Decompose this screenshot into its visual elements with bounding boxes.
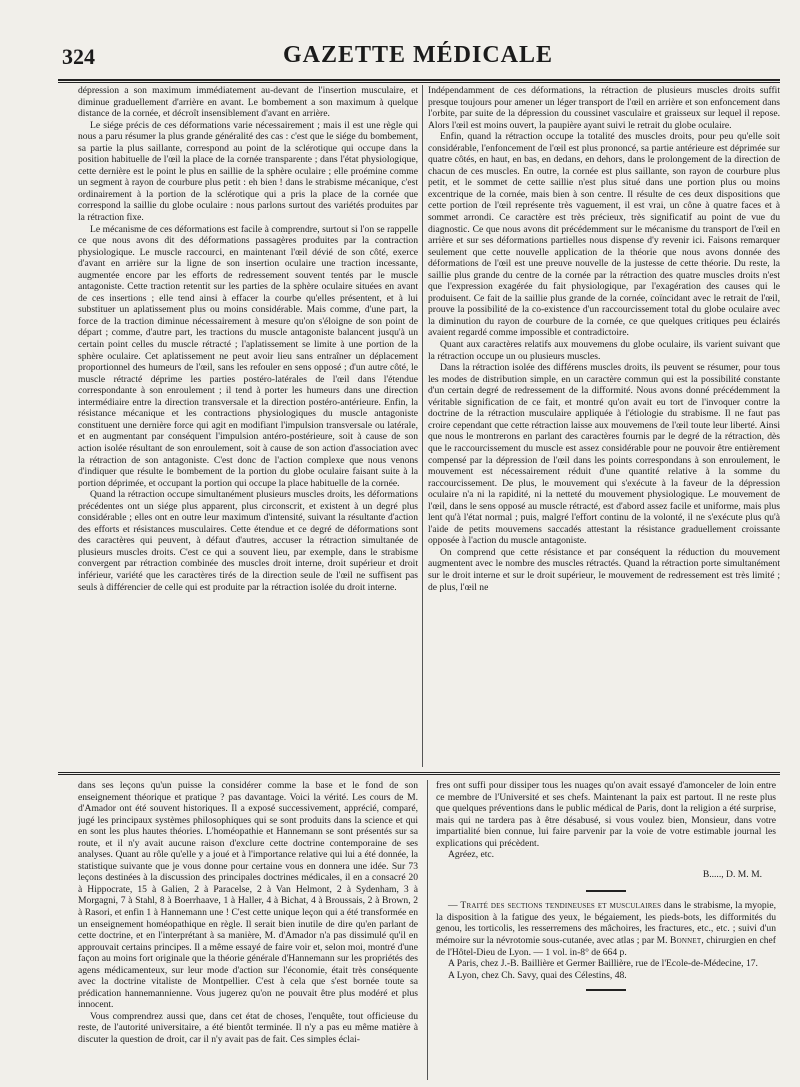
book-notice-body: dans le strabisme, la myopie, la disposition à la fatigue des yeux, le bégaiement, les pieds-bots, les difformités du genou, les torticolis, les resserremens des mâchoires, les fractures, etc., etc. ; suivi d'un mémoire sur la névrotomie sous-cutanée, avec atlas ; par M. [436, 900, 776, 947]
publisher-lyon: A Lyon, chez Ch. Savy, quai des Célestins, 48. [448, 969, 627, 981]
page-header [58, 34, 778, 78]
paragraph: dans ses leçons qu'un puisse la considérer comme la base et le fond de son enseignement théorique et pratique ? pas davantage. Voici la vérité. Les cours de M. d'Amador ont été souvent historiques. Il a exposé successivement, apprécié, comparé, jugé les principaux systèmes philosophiques qui se sont produits dans la science et qui en sont les plus hautes théories. L'homéopathie et Hannemann se sont présentés sur sa route, et il n'y avait aucune raison d'exclure cette doctrine contemporaine de ses analyses. Quant au rôle qu'elle y a joué et à l'importance relative qui lui a été donnée, la statistique suivante que je vous donne pour certaine vous en donnera une idée. Sur 73 leçons destinées à la discussion des principales doctrines médicales, il en a consacré 20 à Hippocrate, 15 à Galien, 2 à Paracelse, 2 à Van Helmont, 2 à Sydenham, 3 à Morgagni, 7 à Stahl, 8 à Boerrhaave, 1 à Haller, 4 à Bichat, 4 à Broussais, 2 à Brown, 2 à Rasori, et enfin 1 à Hannemann une ! C'est cette unique leçon qui a été transformée en un enseignement homéopathique en règle. Il serait bien inutile de dire qu'en parlant de cette doctrine, et en l'interprétant à sa manière, M. d'Amador n'a pas dissimulé qu'il en approuvait certains principes. Il a même essayé de faire voir et, selon moi, montré d'une façon au moins fort originale que la théorie générale d'Hannemann sur les propriétés des agens médicamenteux, sur leur mode d'action sur l'économie, était très conséquente avec la doctrine vitaliste de Montpellier. C'est à cela que s'est bornée toute sa prédication hannemannienne. Vous jugerez qu'on ne pouvait être plus modéré et plus innocent. [78, 780, 418, 1011]
paragraph: Indépendamment de ces déformations, la rétraction de plusieurs muscles droits suffit presque toujours pour amener un léger transport de l'œil en arrière et son enfoncement dans l'orbite, par suite de la dépression du coussinet vasculaire et graisseux sur lequel il repose. Alors l'œil est moins ouvert, la paupière ayant suivi le retrait du globe oculaire. [428, 85, 780, 131]
separator-rule [586, 989, 626, 991]
signature: B....., D. M. M. [702, 868, 762, 880]
separator-rule [586, 890, 626, 892]
publisher-paris: A Paris, chez J.-B. Baillière et Germer Baillière, rue de l'Ecole-de-Médecine, 17. [448, 958, 758, 970]
article-column-left [78, 85, 418, 767]
paragraph: Quand la rétraction occupe simultanément plusieurs muscles droits, les déformations précédentes ont un siége plus apparent, plus circonscrit, et existent à un degré plus considérable ; elles ont en outre leur maximum d'intensité, suivant la résultante d'action des efforts et résistances musculaires. Cette étendue et ce degré de déformations sont des caractères qui peuvent, à défaut d'autres, accuser la rétraction simultanée de plusieurs muscles droits. C'est ce qui a souvent lieu, par exemple, dans le strabisme convergent par rétraction combinée des muscles droit interne, droit supérieur et droit inférieur, variété que les caractères tirés de la direction seule de l'œil ne suffisent pas seuls à différencier de celle qui est produite par la rétraction isolée du droit interne. [78, 489, 418, 593]
article-column-right [428, 85, 780, 767]
paragraph: Dans la rétraction isolée des différens muscles droits, ils peuvent se résumer, pour tous les modes de distribution simple, en un caractère commun qui est la possibilité constante d'un certain degré de redressement de la difformité. Nous avons donné précédemment la véritable signification de ce fait, et montré qu'on avait eu tort de l'invoquer contre la doctrine de la rétraction musculaire appliquée à l'étiologie du strabisme. Il ne faut pas croire cependant que cette rétraction laisse aux mouvemens de l'œil toute leur liberté. Ainsi que nous le montrerons en parlant des caractères fournis par le degré de la rétraction, dès que le raccourcissement du muscle est assez considérable pour ne pouvoir être entièrement compensé par la dépression de l'œil dans les points correspondans à son enroulement, le mouvement est nécessairement réduit d'une quantité relative à la somme du raccourcissement. De plus, le mouvement qui s'exécute à la faveur de la dépression oculaire n'a ni la rapidité, ni la netteté du mouvement physiologique. Le mouvement de l'œil, dans le sens opposé au muscle rétracté, est d'abord assez facile et uniforme, mais plus lent qu'à l'état normal ; puis, malgré l'effort continu de la volonté, il ne s'exécute plus qu'à l'aide de petits mouvemens saccadés attestant la résistance graduellement croissante opposée à l'action du muscle antagoniste. [428, 362, 780, 547]
paragraph: Vous comprendrez aussi que, dans cet état de choses, l'enquête, tout officieuse du reste, de l'autorité universitaire, a été bientôt terminée. Il n'y a pas eu même matière à discuter la question de droit, car il n'y avait pas de fait. Ces simples éclai- [78, 1010, 418, 1046]
column-divider [427, 780, 428, 1080]
book-notice-title: — Traité des sections tendineuses et musculaires [448, 900, 662, 912]
book-notice-end: , chirurgien en chef de l'Hôtel-Dieu de Lyon. — 1 vol. in-8° de 664 p. [436, 935, 776, 958]
book-notice-author: Bonnet [670, 935, 702, 947]
paragraph: fres ont suffi pour dissiper tous les nuages qu'on avait essayé d'amonceler de loin entre ce membre de l'Université et ses chefs. Maintenant la paix est partout. Il ne reste plus que quelques préventions dans le public médical de Paris, dont la religion a été surprise, mais qui ne tardera pas à être désabusé, si vous voulez bien, Monsieur, dans votre impartialité bien connue, lui faire parvenir par la voie de votre estimable journal les explications qui précèdent. [436, 780, 776, 849]
paragraph: dépression a son maximum immédiatement au-devant de l'insertion musculaire, et diminue graduellement d'arrière en avant. Le bombement a son maximum à quelque distance de la cornée, et décroît insensiblement d'avant en arrière. [78, 85, 418, 120]
paragraph: Le siége précis de ces déformations varie nécessairement ; mais il est une règle qui nous a paru résumer la plus grande généralité des cas : c'est que le siége du bombement, sa partie la plus saillante, correspond au point de la sclérotique qui occupe dans la position habituelle de l'œil la place de la cornée transparente ; dans l'état physiologique, cette dernière est le point le plus en saillie de la sphère oculaire ; elle proémine comme un segment à rayon de courbure plus petit : eh bien ! dans le strabisme mécanique, c'est ordinairement à la portion de la sclérotique qui a pris la place de la cornée que correspond la saillie du globe oculaire : nous parlons surtout des variétés produites par la rétraction fixe. [78, 119, 418, 224]
paragraph: Enfin, quand la rétraction occupe la totalité des muscles droits, pour peu qu'elle soit considérable, l'enfoncement de l'œil est plus prononcé, sa partie antérieure est déprimée sur quatre côtés, en haut, en bas, en dedans, en dehors, dans le prolongement de la direction de chacun de ces muscles. En outre, la cornée est plus saillante, son rayon de courbure plus petit, et le sommet de cette saillie n'est plus situé dans une portion plus ou moins excentrique de la cornée, mais bien à son centre. Il résulte de ces deux dispositions que cette portion de l'œil représente très vaguement, il est vrai, un cône à quatre faces et à sommet arrondi. Ce caractère est très précieux, très significatif au point de vue du diagnostic. Ce que nous avons dit précédemment sur le mécanisme du transport de l'œil en arrière et sur ses déformations partielles nous dispense d'y revenir ici. Faisons remarquer seulement que cette nouvelle application de la théorie que nous avons donnée des déformations de l'œil est une preuve nouvelle de la justesse de cette théorie. Du reste, la saillie plus grande du centre de la cornée par la rétraction des quatre muscles droits n'est que l'expression exagérée du fait physiologique, par l'exagération des causes qui le produisent. Ce fait de la saillie plus grande de la cornée, coïncidant avec le retrait de l'œil, prouve la possibilité de la co-existence d'un raccourcissement total du globe oculaire avec la diminution du rayon de courbure de la cornée, ce que quelques critiques peu éclairés avaient regardé comme impossible et contradictoire. [428, 131, 780, 339]
letter-column-left [78, 780, 418, 1080]
closing-line: Agréez, etc. [448, 849, 495, 861]
header-rule [58, 79, 780, 83]
column-divider [422, 85, 423, 767]
paragraph: On comprend que cette résistance et par conséquent la réduction du mouvement augmentent avec le nombre des muscles rétractés. Quand la rétraction porte simultanément sur le droit interne et sur le droit supérieur, le mouvement de redressement est très limité ; de plus, l'œil ne [428, 546, 780, 593]
letter-column-right [436, 780, 776, 1080]
journal-title: GAZETTE MÉDICALE [282, 42, 554, 68]
page-number: 324 [62, 44, 95, 69]
feuilleton-rule [58, 772, 780, 775]
paragraph: Le mécanisme de ces déformations est facile à comprendre, surtout si l'on se rappelle ce que nous avons dit des déformations passagères produites par la contraction physiologique. Le muscle raccourci, en maintenant l'œil dévié de son côté, exerce d'avant en arrière sur la ligne de son insertion oculaire une traction incessante, augmentée encore par les efforts de redressement souvent tentés par le muscle antagoniste. Cette traction retentit sur les parties de la sphère oculaire situées en avant de ces insertions ; elle tend ainsi à effacer la courbe qu'elles présentent, et à lui substituer un aplatissement plus ou moins considérable. Mais comme, d'une part, la force de la traction diminue nécessairement à mesure qu'on s'éloigne de son point de départ ; comme, d'autre part, les tractions du muscle antagoniste balancent jusqu'à un certain point celles du muscle rétracté ; l'aplatissement se limite à une portion de la sphère oculaire. Cet aplatissement ne peut avoir lieu sans entraîner un déplacement proportionnel des humeurs de l'œil, sans les refouler en sens opposé ; d'un autre côté, le muscle rétracté déprime les parties postéro-latérales de l'œil dans l'étendue correspondante à son enroulement ; il tend à porter les humeurs dans une direction intermédiaire entre la direction transversale et la direction postéro-antérieure. Enfin, la résistance mécanique et les contractions physiologiques du muscle antagoniste constituent une dernière force qui agit en modifiant l'impulsion transversale ou latérale, et en augmentant par conséquent l'impulsion antéro-postérieure, soit à cause de son action isolée résultant de son enroulement, soit à cause de son action d'association avec la rétraction de son antagoniste. C'est donc de l'action complexe que nous venons d'indiquer que résulte le bombement de la portion du globe oculaire faisant suite à la portion déprimée, et occupant la portion qui occupe la place habituelle de la cornée. [78, 223, 418, 489]
book-notice [436, 900, 776, 958]
paragraph: Quant aux caractères relatifs aux mouvemens du globe oculaire, ils varient suivant que la rétraction occupe un ou plusieurs muscles. [428, 339, 780, 362]
